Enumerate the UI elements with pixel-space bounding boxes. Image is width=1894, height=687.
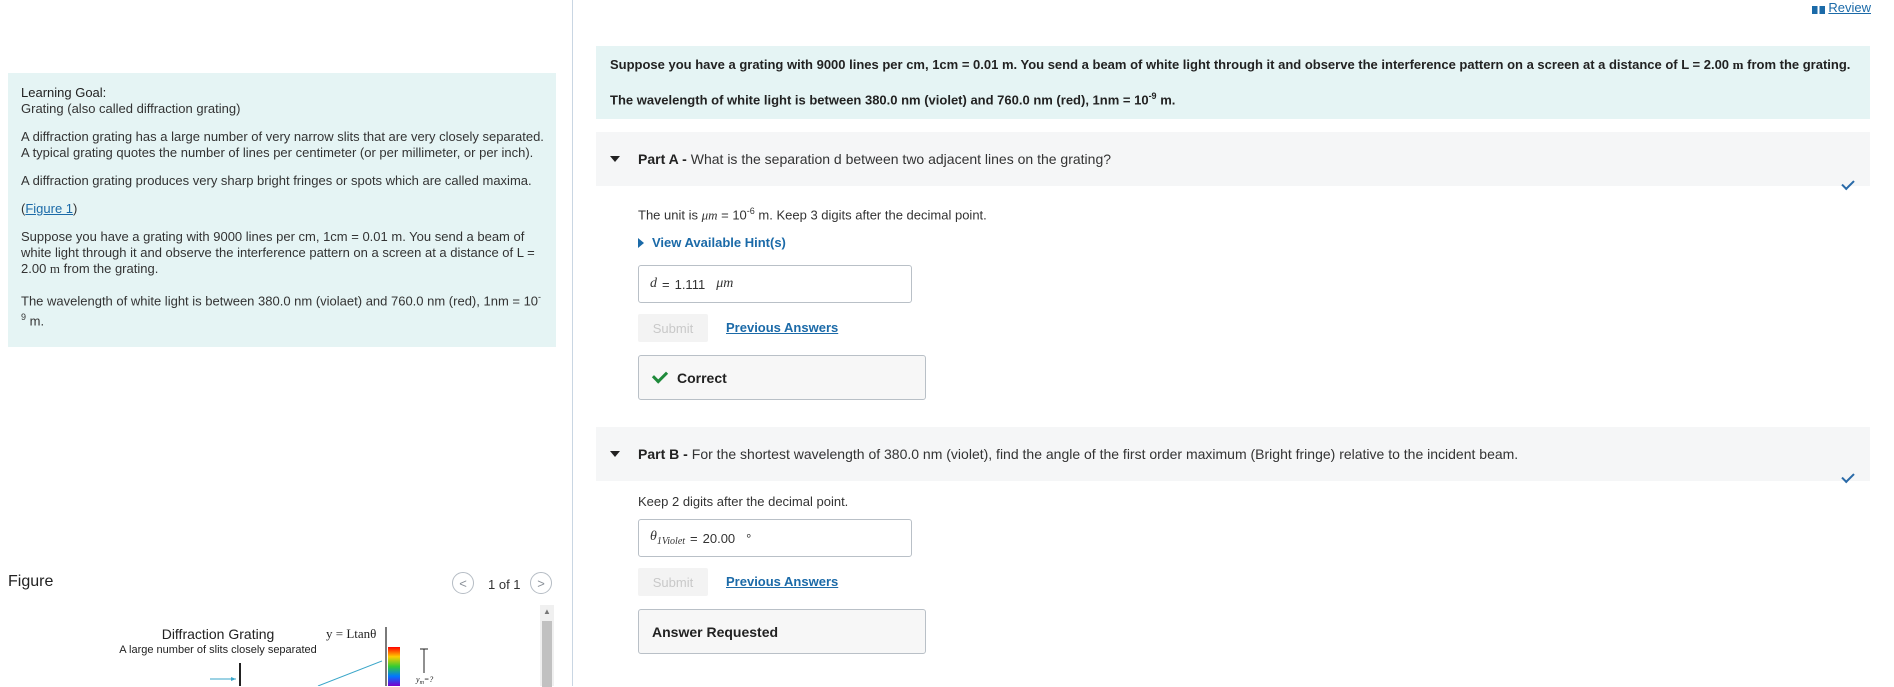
part-b-complete-check-icon bbox=[1841, 470, 1854, 483]
figure-diffracted-beam bbox=[318, 661, 382, 686]
part-b-feedback-box bbox=[638, 609, 926, 654]
part-b-previous-answers-link[interactable]: Previous Answers bbox=[726, 574, 839, 589]
next-figure-button[interactable] bbox=[530, 572, 552, 594]
intro-paragraph-2: A diffraction grating produces very sharp bright fringes or spots which are called maxima. bbox=[21, 173, 532, 188]
figure-diagram-title: Diffraction Grating bbox=[161, 626, 275, 642]
intro-line1-text-b: from the grating. bbox=[1743, 57, 1851, 72]
part-a-instruction bbox=[638, 206, 987, 223]
figure-viewport bbox=[8, 605, 556, 686]
part-a-previous-answers-link[interactable]: Previous Answers bbox=[726, 320, 839, 335]
part-a-equals: = bbox=[662, 276, 670, 292]
figure-title: Figure bbox=[8, 573, 54, 590]
part-a-unit-text-a: The unit is bbox=[638, 207, 702, 223]
part-a-unit-symbol: μm bbox=[701, 207, 718, 223]
review-link[interactable] bbox=[1812, 0, 1871, 15]
part-a-submit-button[interactable]: Submit bbox=[638, 314, 708, 342]
left-pane bbox=[0, 0, 572, 686]
previous-figure-button[interactable] bbox=[452, 572, 474, 594]
part-a-label: Part A - bbox=[638, 151, 687, 167]
para3-text-a: Suppose you have a grating with 9000 lines per cm, 1cm = 0.01 m. You send a beam of white light through it and observe the interference pattern on a screen at a distance of L = 2.00 bbox=[21, 229, 535, 276]
chevron-left-icon: < bbox=[459, 575, 467, 591]
intro-line1-text-a: Suppose you have a grating with 9000 lines per cm, 1cm = 0.01 m. You send a beam of white light through it and observe the interference pattern on a screen at a distance of L = 2.00 bbox=[610, 57, 1733, 72]
part-b-variable-subscript: 1Violet bbox=[656, 535, 686, 547]
part-b-header[interactable] bbox=[596, 427, 1870, 481]
figure-diagram-subtitle: A large number of slits closely separated bbox=[119, 644, 317, 656]
part-b-instruction: Keep 2 digits after the decimal point. bbox=[638, 494, 849, 509]
part-b-label: Part B - bbox=[638, 446, 688, 462]
learning-goal-subtitle: Grating (also called diffraction grating) bbox=[21, 101, 241, 116]
intro-line1-unit: m bbox=[1732, 57, 1744, 72]
scroll-up-arrow-icon[interactable]: ▲ bbox=[543, 607, 551, 616]
learning-goal-title: Learning Goal: bbox=[21, 85, 107, 100]
part-b-submit-button[interactable]: Submit bbox=[638, 568, 708, 596]
figure-formula: y = Ltanθ bbox=[326, 626, 377, 641]
para3-text-b: from the grating. bbox=[60, 261, 159, 276]
para3-unit: m bbox=[49, 261, 61, 276]
part-b-equals: = bbox=[690, 530, 698, 546]
figure-beam-arrowhead bbox=[231, 677, 236, 681]
scrollbar-thumb[interactable] bbox=[542, 621, 552, 687]
part-b-variable-symbol: θ bbox=[650, 529, 657, 545]
problem-statement-box bbox=[596, 46, 1870, 119]
learning-goal-box bbox=[8, 73, 556, 347]
intro-paragraph-3 bbox=[21, 229, 544, 277]
figure-ym-label: $y_m=$? bbox=[416, 675, 434, 686]
figure-link-line: (Figure 1) bbox=[21, 201, 78, 216]
view-hints-label: View Available Hint(s) bbox=[652, 235, 786, 250]
part-a-question: What is the separation d between two adjacent lines on the grating? bbox=[690, 151, 1112, 167]
intro-paragraph-1: A diffraction grating has a large number of very narrow slits that are very closely separated. A typical grating quotes the number of lines per centimeter (or per millimeter, or per inch). bbox=[21, 129, 544, 160]
book-icon bbox=[1812, 3, 1825, 13]
part-a-unit-text-c: m. Keep 3 digits after the decimal point. bbox=[754, 207, 987, 223]
intro-line2-exponent: -9 bbox=[1148, 91, 1157, 101]
figure-header bbox=[8, 568, 556, 598]
review-label: Review bbox=[1828, 0, 1871, 15]
figure-link[interactable]: Figure 1 bbox=[25, 201, 74, 216]
part-a-complete-check-icon bbox=[1841, 177, 1854, 190]
caret-right-icon bbox=[638, 238, 644, 248]
part-a-answer-value: 1.111 bbox=[674, 276, 706, 292]
part-b-variable bbox=[650, 529, 685, 547]
figure-counter: 1 of 1 bbox=[488, 577, 521, 592]
part-a-variable: d bbox=[650, 276, 657, 291]
figure-scrollbar[interactable] bbox=[540, 605, 554, 686]
intro-line2-text-a: The wavelength of white light is between 380.0 nm (violet) and 760.0 nm (red), 1nm = 10 bbox=[610, 92, 1149, 108]
part-a-answer-unit: μm bbox=[716, 276, 734, 291]
correct-check-icon bbox=[652, 367, 668, 383]
part-a-answer-field[interactable] bbox=[638, 265, 912, 303]
figure-spectrum bbox=[388, 647, 400, 686]
part-b-answer-field[interactable] bbox=[638, 519, 912, 557]
intro-line2-text-b: m. bbox=[1156, 92, 1176, 108]
caret-down-icon bbox=[610, 451, 620, 457]
para4-text-a: The wavelength of white light is between 380.0 nm (violaet) and 760.0 nm (red), 1nm = 10 bbox=[21, 293, 539, 309]
right-pane bbox=[573, 0, 1894, 686]
part-b-question: For the shortest wavelength of 380.0 nm (violet), find the angle of the first order maximum (Bright fringe) relative to the incident beam. bbox=[691, 446, 1519, 462]
problem-statement-line-2 bbox=[610, 88, 1856, 108]
para4-exponent: -9 bbox=[21, 292, 542, 323]
caret-down-icon bbox=[610, 156, 620, 162]
intro-paragraph-4 bbox=[21, 289, 544, 330]
problem-statement-line-1 bbox=[610, 57, 1856, 73]
part-b-answer-unit: ° bbox=[746, 530, 752, 546]
view-hints-link[interactable] bbox=[638, 235, 786, 250]
diffraction-grating-figure bbox=[8, 605, 538, 686]
part-a-header[interactable] bbox=[596, 132, 1870, 186]
part-a-feedback-box bbox=[638, 355, 926, 400]
part-b-answer-value: 20.00 bbox=[702, 530, 736, 546]
para4-text-b: m. bbox=[26, 313, 45, 329]
part-a-unit-exponent: -6 bbox=[746, 206, 755, 216]
part-b-feedback-text: Answer Requested bbox=[652, 623, 779, 640]
chevron-right-icon: > bbox=[537, 575, 545, 591]
part-a-feedback-text: Correct bbox=[677, 369, 727, 386]
part-a-unit-text-b: = 10 bbox=[717, 207, 747, 223]
